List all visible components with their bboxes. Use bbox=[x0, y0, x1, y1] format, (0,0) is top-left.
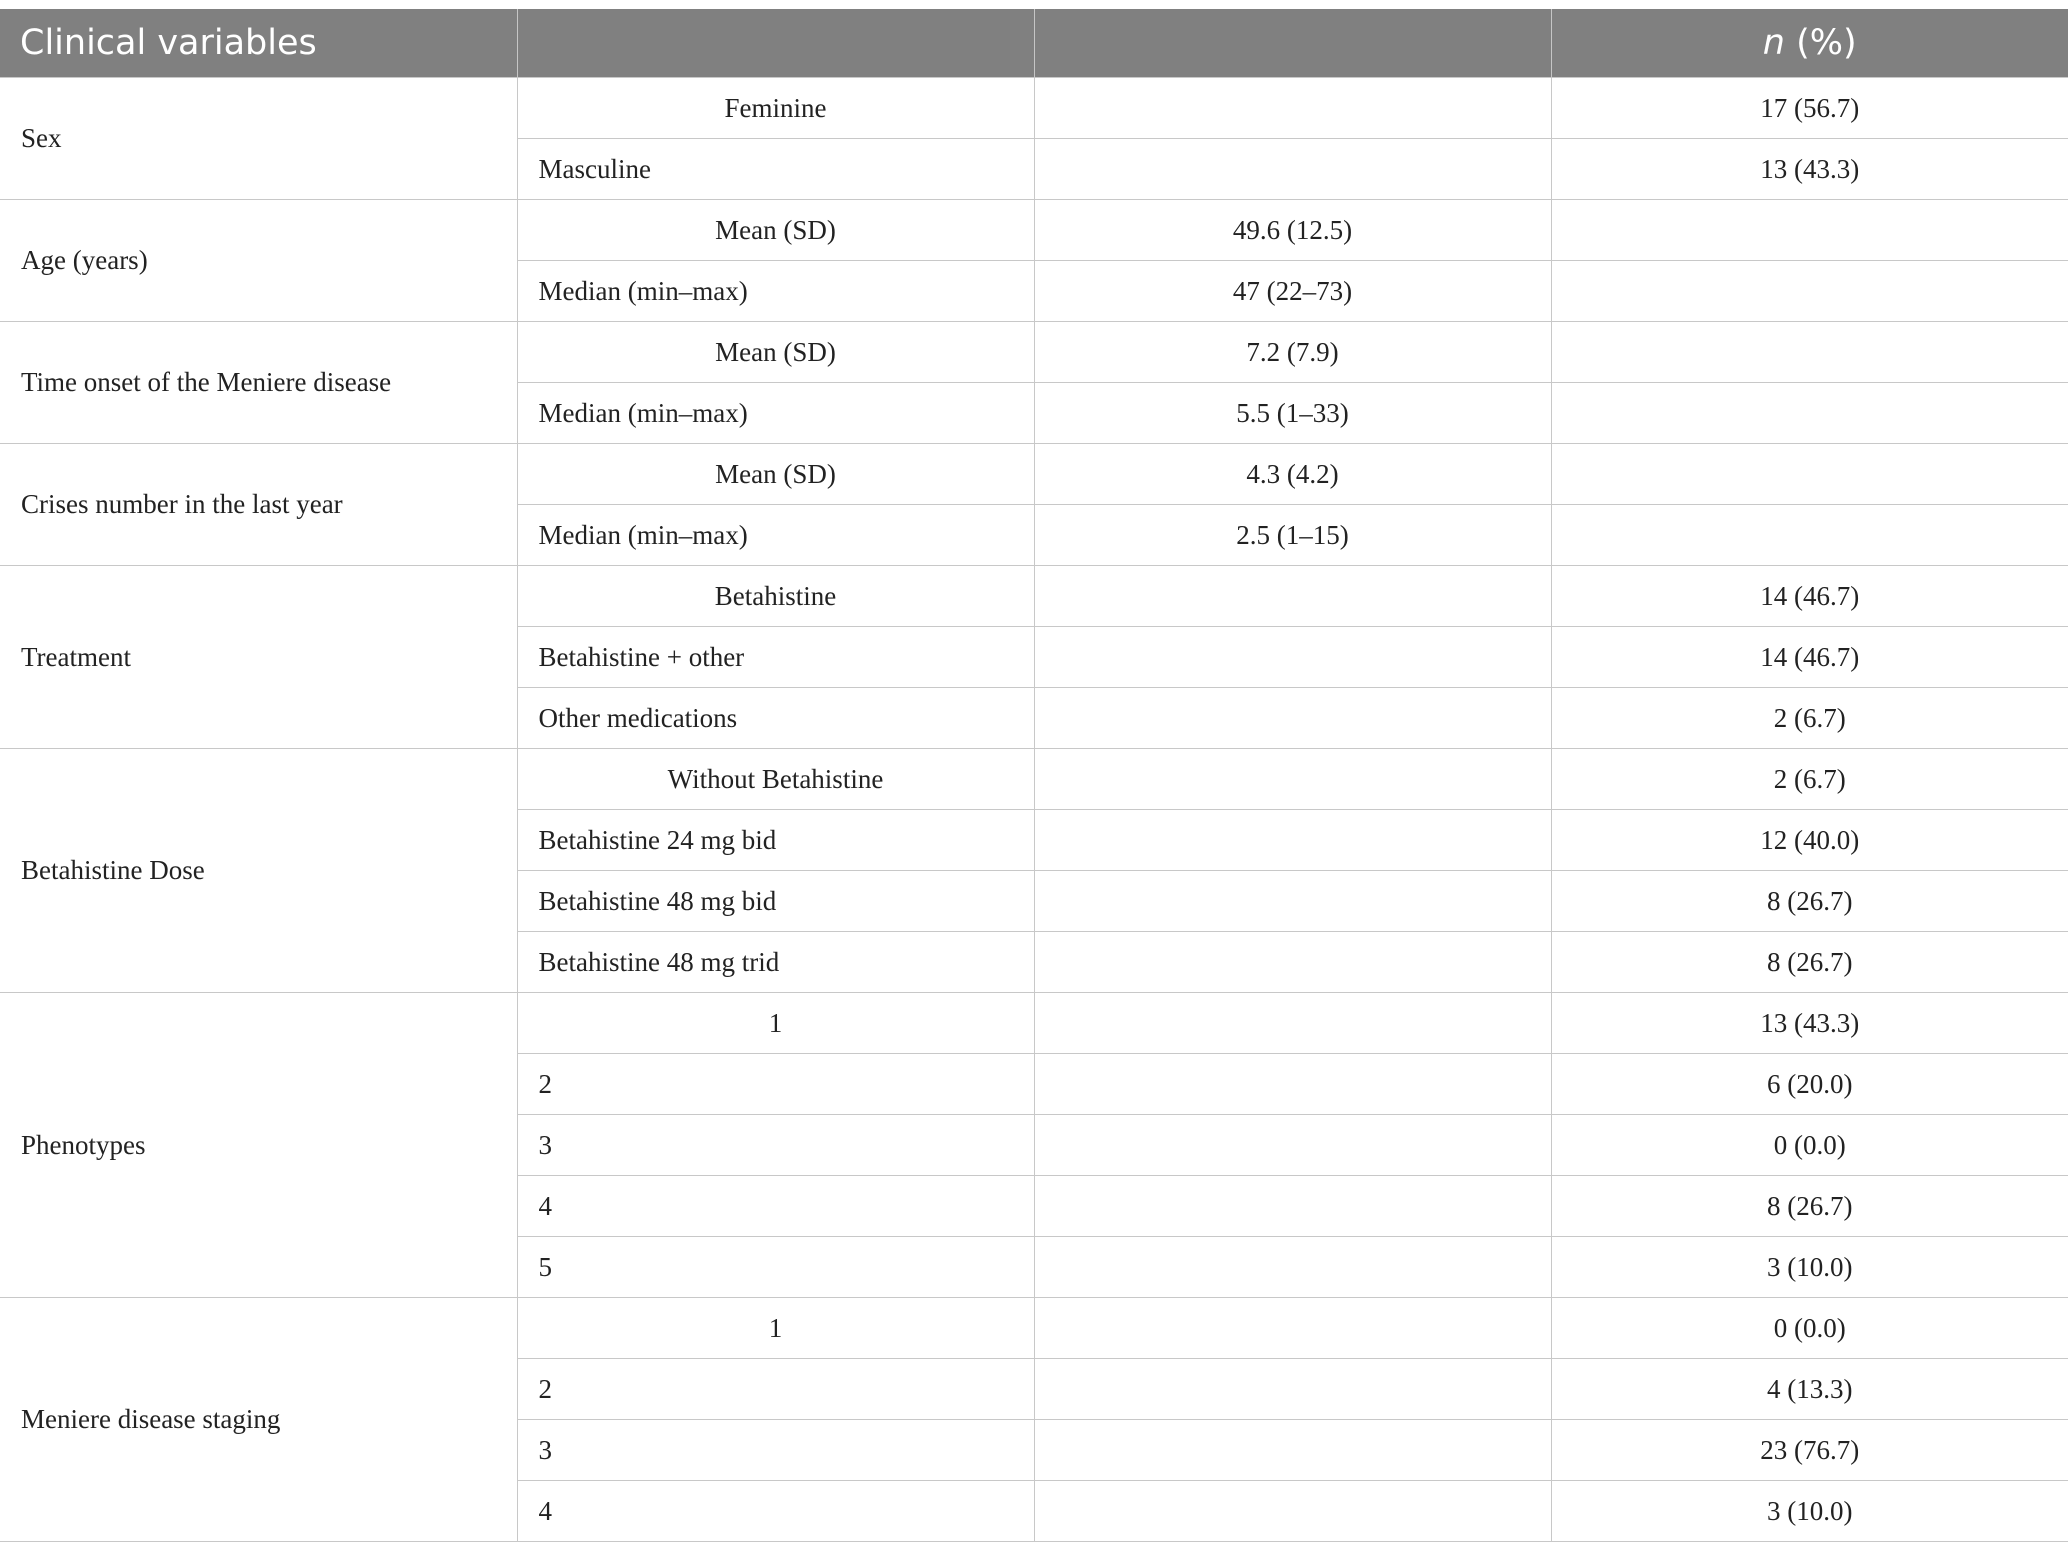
table-row bbox=[0, 749, 2068, 810]
subcategory-cell: 3 bbox=[517, 1420, 1034, 1481]
variable-label-cell: Age (years) bbox=[0, 200, 517, 322]
statistic-cell: 7.2 (7.9) bbox=[1034, 322, 1551, 383]
table-row bbox=[0, 993, 2068, 1054]
statistic-cell: 49.6 (12.5) bbox=[1034, 200, 1551, 261]
n-percent-cell: 3 (10.0) bbox=[1551, 1481, 2068, 1542]
subcategory-cell: Betahistine 24 mg bid bbox=[517, 810, 1034, 871]
statistic-cell: 47 (22–73) bbox=[1034, 261, 1551, 322]
subcategory-cell: Mean (SD) bbox=[517, 444, 1034, 505]
n-percent-cell: 4 (13.3) bbox=[1551, 1359, 2068, 1420]
variable-label-cell: Time onset of the Meniere disease bbox=[0, 322, 517, 444]
n-percent-cell: 8 (26.7) bbox=[1551, 1176, 2068, 1237]
header-n-percent bbox=[1551, 9, 2068, 78]
statistic-cell bbox=[1034, 871, 1551, 932]
table-body bbox=[0, 78, 2068, 1542]
n-percent-cell bbox=[1551, 383, 2068, 444]
statistic-cell bbox=[1034, 810, 1551, 871]
clinical-variables-table-container bbox=[0, 9, 2068, 1542]
clinical-variables-table bbox=[0, 9, 2068, 1542]
subcategory-cell: 2 bbox=[517, 1359, 1034, 1420]
statistic-cell bbox=[1034, 627, 1551, 688]
statistic-cell: 5.5 (1–33) bbox=[1034, 383, 1551, 444]
statistic-cell bbox=[1034, 1420, 1551, 1481]
subcategory-cell: Median (min–max) bbox=[517, 505, 1034, 566]
statistic-cell bbox=[1034, 1054, 1551, 1115]
subcategory-cell: Without Betahistine bbox=[517, 749, 1034, 810]
variable-label-cell: Treatment bbox=[0, 566, 517, 749]
subcategory-cell: 4 bbox=[517, 1481, 1034, 1542]
n-percent-cell: 12 (40.0) bbox=[1551, 810, 2068, 871]
statistic-cell bbox=[1034, 1298, 1551, 1359]
statistic-cell bbox=[1034, 566, 1551, 627]
subcategory-cell: Betahistine 48 mg bid bbox=[517, 871, 1034, 932]
header-subcategory bbox=[517, 9, 1034, 78]
n-percent-cell: 23 (76.7) bbox=[1551, 1420, 2068, 1481]
subcategory-cell: Betahistine 48 mg trid bbox=[517, 932, 1034, 993]
n-percent-cell: 6 (20.0) bbox=[1551, 1054, 2068, 1115]
variable-label-cell: Meniere disease staging bbox=[0, 1298, 517, 1542]
statistic-cell bbox=[1034, 78, 1551, 139]
subcategory-cell: Other medications bbox=[517, 688, 1034, 749]
variable-label-cell: Sex bbox=[0, 78, 517, 200]
subcategory-cell: Median (min–max) bbox=[517, 261, 1034, 322]
statistic-cell bbox=[1034, 1237, 1551, 1298]
n-percent-cell: 17 (56.7) bbox=[1551, 78, 2068, 139]
subcategory-cell: Median (min–max) bbox=[517, 383, 1034, 444]
table-row bbox=[0, 444, 2068, 505]
n-percent-cell: 14 (46.7) bbox=[1551, 627, 2068, 688]
subcategory-cell: 4 bbox=[517, 1176, 1034, 1237]
table-row bbox=[0, 322, 2068, 383]
statistic-cell: 4.3 (4.2) bbox=[1034, 444, 1551, 505]
subcategory-cell: 5 bbox=[517, 1237, 1034, 1298]
n-percent-cell bbox=[1551, 322, 2068, 383]
subcategory-cell: Mean (SD) bbox=[517, 322, 1034, 383]
n-percent-cell: 0 (0.0) bbox=[1551, 1298, 2068, 1359]
variable-label-cell: Crises number in the last year bbox=[0, 444, 517, 566]
statistic-cell bbox=[1034, 932, 1551, 993]
subcategory-cell: 1 bbox=[517, 1298, 1034, 1359]
subcategory-cell: Betahistine bbox=[517, 566, 1034, 627]
n-percent-cell: 14 (46.7) bbox=[1551, 566, 2068, 627]
table-header bbox=[0, 9, 2068, 78]
n-percent-cell bbox=[1551, 444, 2068, 505]
n-percent-cell: 2 (6.7) bbox=[1551, 749, 2068, 810]
n-percent-cell: 2 (6.7) bbox=[1551, 688, 2068, 749]
statistic-cell bbox=[1034, 688, 1551, 749]
subcategory-cell: 3 bbox=[517, 1115, 1034, 1176]
n-percent-cell: 8 (26.7) bbox=[1551, 871, 2068, 932]
statistic-cell bbox=[1034, 139, 1551, 200]
subcategory-cell: 1 bbox=[517, 993, 1034, 1054]
variable-label-cell: Betahistine Dose bbox=[0, 749, 517, 993]
header-n-label: n bbox=[1762, 23, 1785, 63]
table-row bbox=[0, 1298, 2068, 1359]
n-percent-cell bbox=[1551, 505, 2068, 566]
statistic-cell bbox=[1034, 1481, 1551, 1542]
variable-label-cell: Phenotypes bbox=[0, 993, 517, 1298]
statistic-cell bbox=[1034, 1176, 1551, 1237]
subcategory-cell: Masculine bbox=[517, 139, 1034, 200]
header-percent-label: (%) bbox=[1784, 23, 1857, 63]
n-percent-cell bbox=[1551, 200, 2068, 261]
header-statistic bbox=[1034, 9, 1551, 78]
n-percent-cell: 13 (43.3) bbox=[1551, 993, 2068, 1054]
table-row bbox=[0, 78, 2068, 139]
subcategory-cell: Betahistine + other bbox=[517, 627, 1034, 688]
header-row bbox=[0, 9, 2068, 78]
table-row bbox=[0, 566, 2068, 627]
statistic-cell bbox=[1034, 749, 1551, 810]
n-percent-cell: 8 (26.7) bbox=[1551, 932, 2068, 993]
n-percent-cell: 13 (43.3) bbox=[1551, 139, 2068, 200]
header-clinical-variables: Clinical variables bbox=[0, 9, 517, 78]
statistic-cell bbox=[1034, 1359, 1551, 1420]
n-percent-cell: 0 (0.0) bbox=[1551, 1115, 2068, 1176]
statistic-cell: 2.5 (1–15) bbox=[1034, 505, 1551, 566]
n-percent-cell bbox=[1551, 261, 2068, 322]
statistic-cell bbox=[1034, 1115, 1551, 1176]
subcategory-cell: Mean (SD) bbox=[517, 200, 1034, 261]
subcategory-cell: Feminine bbox=[517, 78, 1034, 139]
table-row bbox=[0, 200, 2068, 261]
subcategory-cell: 2 bbox=[517, 1054, 1034, 1115]
statistic-cell bbox=[1034, 993, 1551, 1054]
n-percent-cell: 3 (10.0) bbox=[1551, 1237, 2068, 1298]
